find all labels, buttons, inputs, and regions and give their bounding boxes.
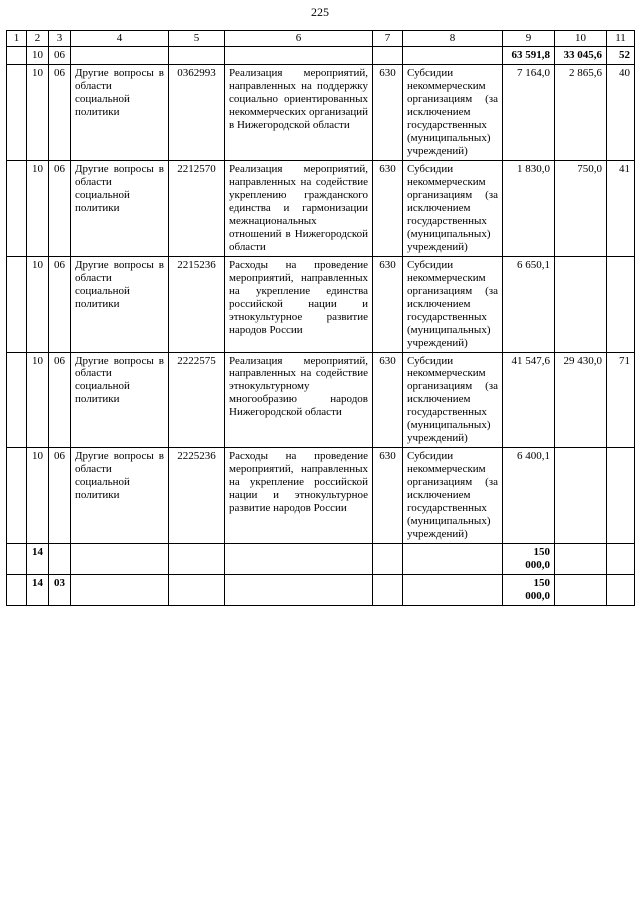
col-header: 11 <box>607 31 635 47</box>
table-row <box>7 352 635 448</box>
cell-5 <box>169 544 225 575</box>
col-header: 9 <box>503 31 555 47</box>
cell-amount-9: 6 400,1 <box>503 448 555 544</box>
col-header: 5 <box>169 31 225 47</box>
cell-8 <box>403 544 503 575</box>
cell-section: 14 <box>27 544 49 575</box>
cell-expense-type: 630 <box>373 256 403 352</box>
cell-target-code: 0362993 <box>169 64 225 160</box>
cell-amount-9: 150 000,0 <box>503 544 555 575</box>
cell-expense-type-name: Субсидии некоммерческим организациям (за исключением государственных (муниципальных) учреждений) <box>403 160 503 256</box>
cell-11 <box>607 544 635 575</box>
cell-subsection-name: Другие вопросы в области социальной политики <box>71 64 169 160</box>
section-total-row <box>7 544 635 575</box>
cell-amount-10: 2 865,6 <box>555 64 607 160</box>
col-header: 7 <box>373 31 403 47</box>
cell-expense-description: Реализация мероприятий, направленных на содействие этнокультурному многообразию народов Нижегородской области <box>225 352 373 448</box>
cell-10 <box>555 544 607 575</box>
cell-6 <box>225 575 373 606</box>
cell-amount-9: 63 591,8 <box>503 46 555 64</box>
cell-expense-type: 630 <box>373 352 403 448</box>
cell-expense-description: Реализация мероприятий, направленных на поддержку социально ориентированных некоммерческих организаций в Нижегородской области <box>225 64 373 160</box>
cell-target-code: 2212570 <box>169 160 225 256</box>
cell-1 <box>7 544 27 575</box>
col-header: 8 <box>403 31 503 47</box>
cell-amount-9: 6 650,1 <box>503 256 555 352</box>
cell-4 <box>71 46 169 64</box>
cell-expense-description: Расходы на проведение мероприятий, направленных на укрепление российской нации и этнокультурное развитие народов России <box>225 448 373 544</box>
cell-subsection: 06 <box>49 160 71 256</box>
cell-7 <box>373 544 403 575</box>
cell-subsection: 06 <box>49 256 71 352</box>
cell-section: 10 <box>27 352 49 448</box>
cell-expense-type: 630 <box>373 64 403 160</box>
cell-11 <box>607 575 635 606</box>
cell-7 <box>373 575 403 606</box>
cell-subsection: 06 <box>49 46 71 64</box>
cell-subsection-name: Другие вопросы в области социальной политики <box>71 160 169 256</box>
cell-section: 10 <box>27 46 49 64</box>
cell-amount-9: 41 547,6 <box>503 352 555 448</box>
column-number-row <box>7 31 635 47</box>
cell-10 <box>555 575 607 606</box>
cell-1 <box>7 448 27 544</box>
cell-expense-description: Реализация мероприятий, направленных на содействие укреплению гражданского единства и гармонизации межнациональных отношений в Нижегородской области <box>225 160 373 256</box>
cell-expense-type-name: Субсидии некоммерческим организациям (за исключением государственных (муниципальных) учреждений) <box>403 352 503 448</box>
cell-subsection: 03 <box>49 575 71 606</box>
cell-percent <box>607 256 635 352</box>
cell-section: 10 <box>27 64 49 160</box>
cell-5 <box>169 46 225 64</box>
cell-percent: 41 <box>607 160 635 256</box>
table-row <box>7 448 635 544</box>
cell-subsection: 06 <box>49 448 71 544</box>
col-header: 10 <box>555 31 607 47</box>
cell-8 <box>403 575 503 606</box>
subtotal-row <box>7 46 635 64</box>
cell-6 <box>225 544 373 575</box>
cell-7 <box>373 46 403 64</box>
cell-4 <box>71 544 169 575</box>
cell-amount-10 <box>555 448 607 544</box>
cell-1 <box>7 46 27 64</box>
cell-expense-description: Расходы на проведение мероприятий, направленных на укрепление единства российской нации и этнокультурное развитие народов России <box>225 256 373 352</box>
col-header: 4 <box>71 31 169 47</box>
cell-section: 10 <box>27 160 49 256</box>
cell-1 <box>7 160 27 256</box>
cell-percent: 71 <box>607 352 635 448</box>
page-number: 225 <box>311 5 329 19</box>
table-row <box>7 256 635 352</box>
table-row <box>7 64 635 160</box>
cell-expense-type-name: Субсидии некоммерческим организациям (за исключением государственных (муниципальных) учреждений) <box>403 256 503 352</box>
cell-expense-type: 630 <box>373 160 403 256</box>
cell-section: 14 <box>27 575 49 606</box>
col-header: 6 <box>225 31 373 47</box>
budget-table <box>6 30 635 606</box>
cell-percent: 52 <box>607 46 635 64</box>
cell-subsection-name: Другие вопросы в области социальной политики <box>71 352 169 448</box>
col-header: 1 <box>7 31 27 47</box>
cell-amount-9: 7 164,0 <box>503 64 555 160</box>
cell-expense-type-name: Субсидии некоммерческим организациям (за исключением государственных (муниципальных) учреждений) <box>403 64 503 160</box>
cell-1 <box>7 352 27 448</box>
cell-amount-10 <box>555 256 607 352</box>
cell-amount-10: 33 045,6 <box>555 46 607 64</box>
cell-amount-10: 29 430,0 <box>555 352 607 448</box>
cell-target-code: 2225236 <box>169 448 225 544</box>
cell-amount-9: 150 000,0 <box>503 575 555 606</box>
cell-expense-type-name: Субсидии некоммерческим организациям (за исключением государственных (муниципальных) учреждений) <box>403 448 503 544</box>
cell-percent: 40 <box>607 64 635 160</box>
cell-amount-10: 750,0 <box>555 160 607 256</box>
section-total-row <box>7 575 635 606</box>
cell-8 <box>403 46 503 64</box>
cell-subsection-name: Другие вопросы в области социальной политики <box>71 256 169 352</box>
cell-subsection <box>49 544 71 575</box>
cell-1 <box>7 575 27 606</box>
col-header: 3 <box>49 31 71 47</box>
cell-percent <box>607 448 635 544</box>
cell-subsection: 06 <box>49 352 71 448</box>
cell-subsection: 06 <box>49 64 71 160</box>
cell-expense-type: 630 <box>373 448 403 544</box>
cell-target-code: 2215236 <box>169 256 225 352</box>
cell-subsection-name: Другие вопросы в области социальной политики <box>71 448 169 544</box>
cell-section: 10 <box>27 256 49 352</box>
cell-1 <box>7 64 27 160</box>
col-header: 2 <box>27 31 49 47</box>
cell-4 <box>71 575 169 606</box>
cell-1 <box>7 256 27 352</box>
table-row <box>7 160 635 256</box>
cell-target-code: 2222575 <box>169 352 225 448</box>
cell-5 <box>169 575 225 606</box>
cell-amount-9: 1 830,0 <box>503 160 555 256</box>
cell-6 <box>225 46 373 64</box>
cell-section: 10 <box>27 448 49 544</box>
